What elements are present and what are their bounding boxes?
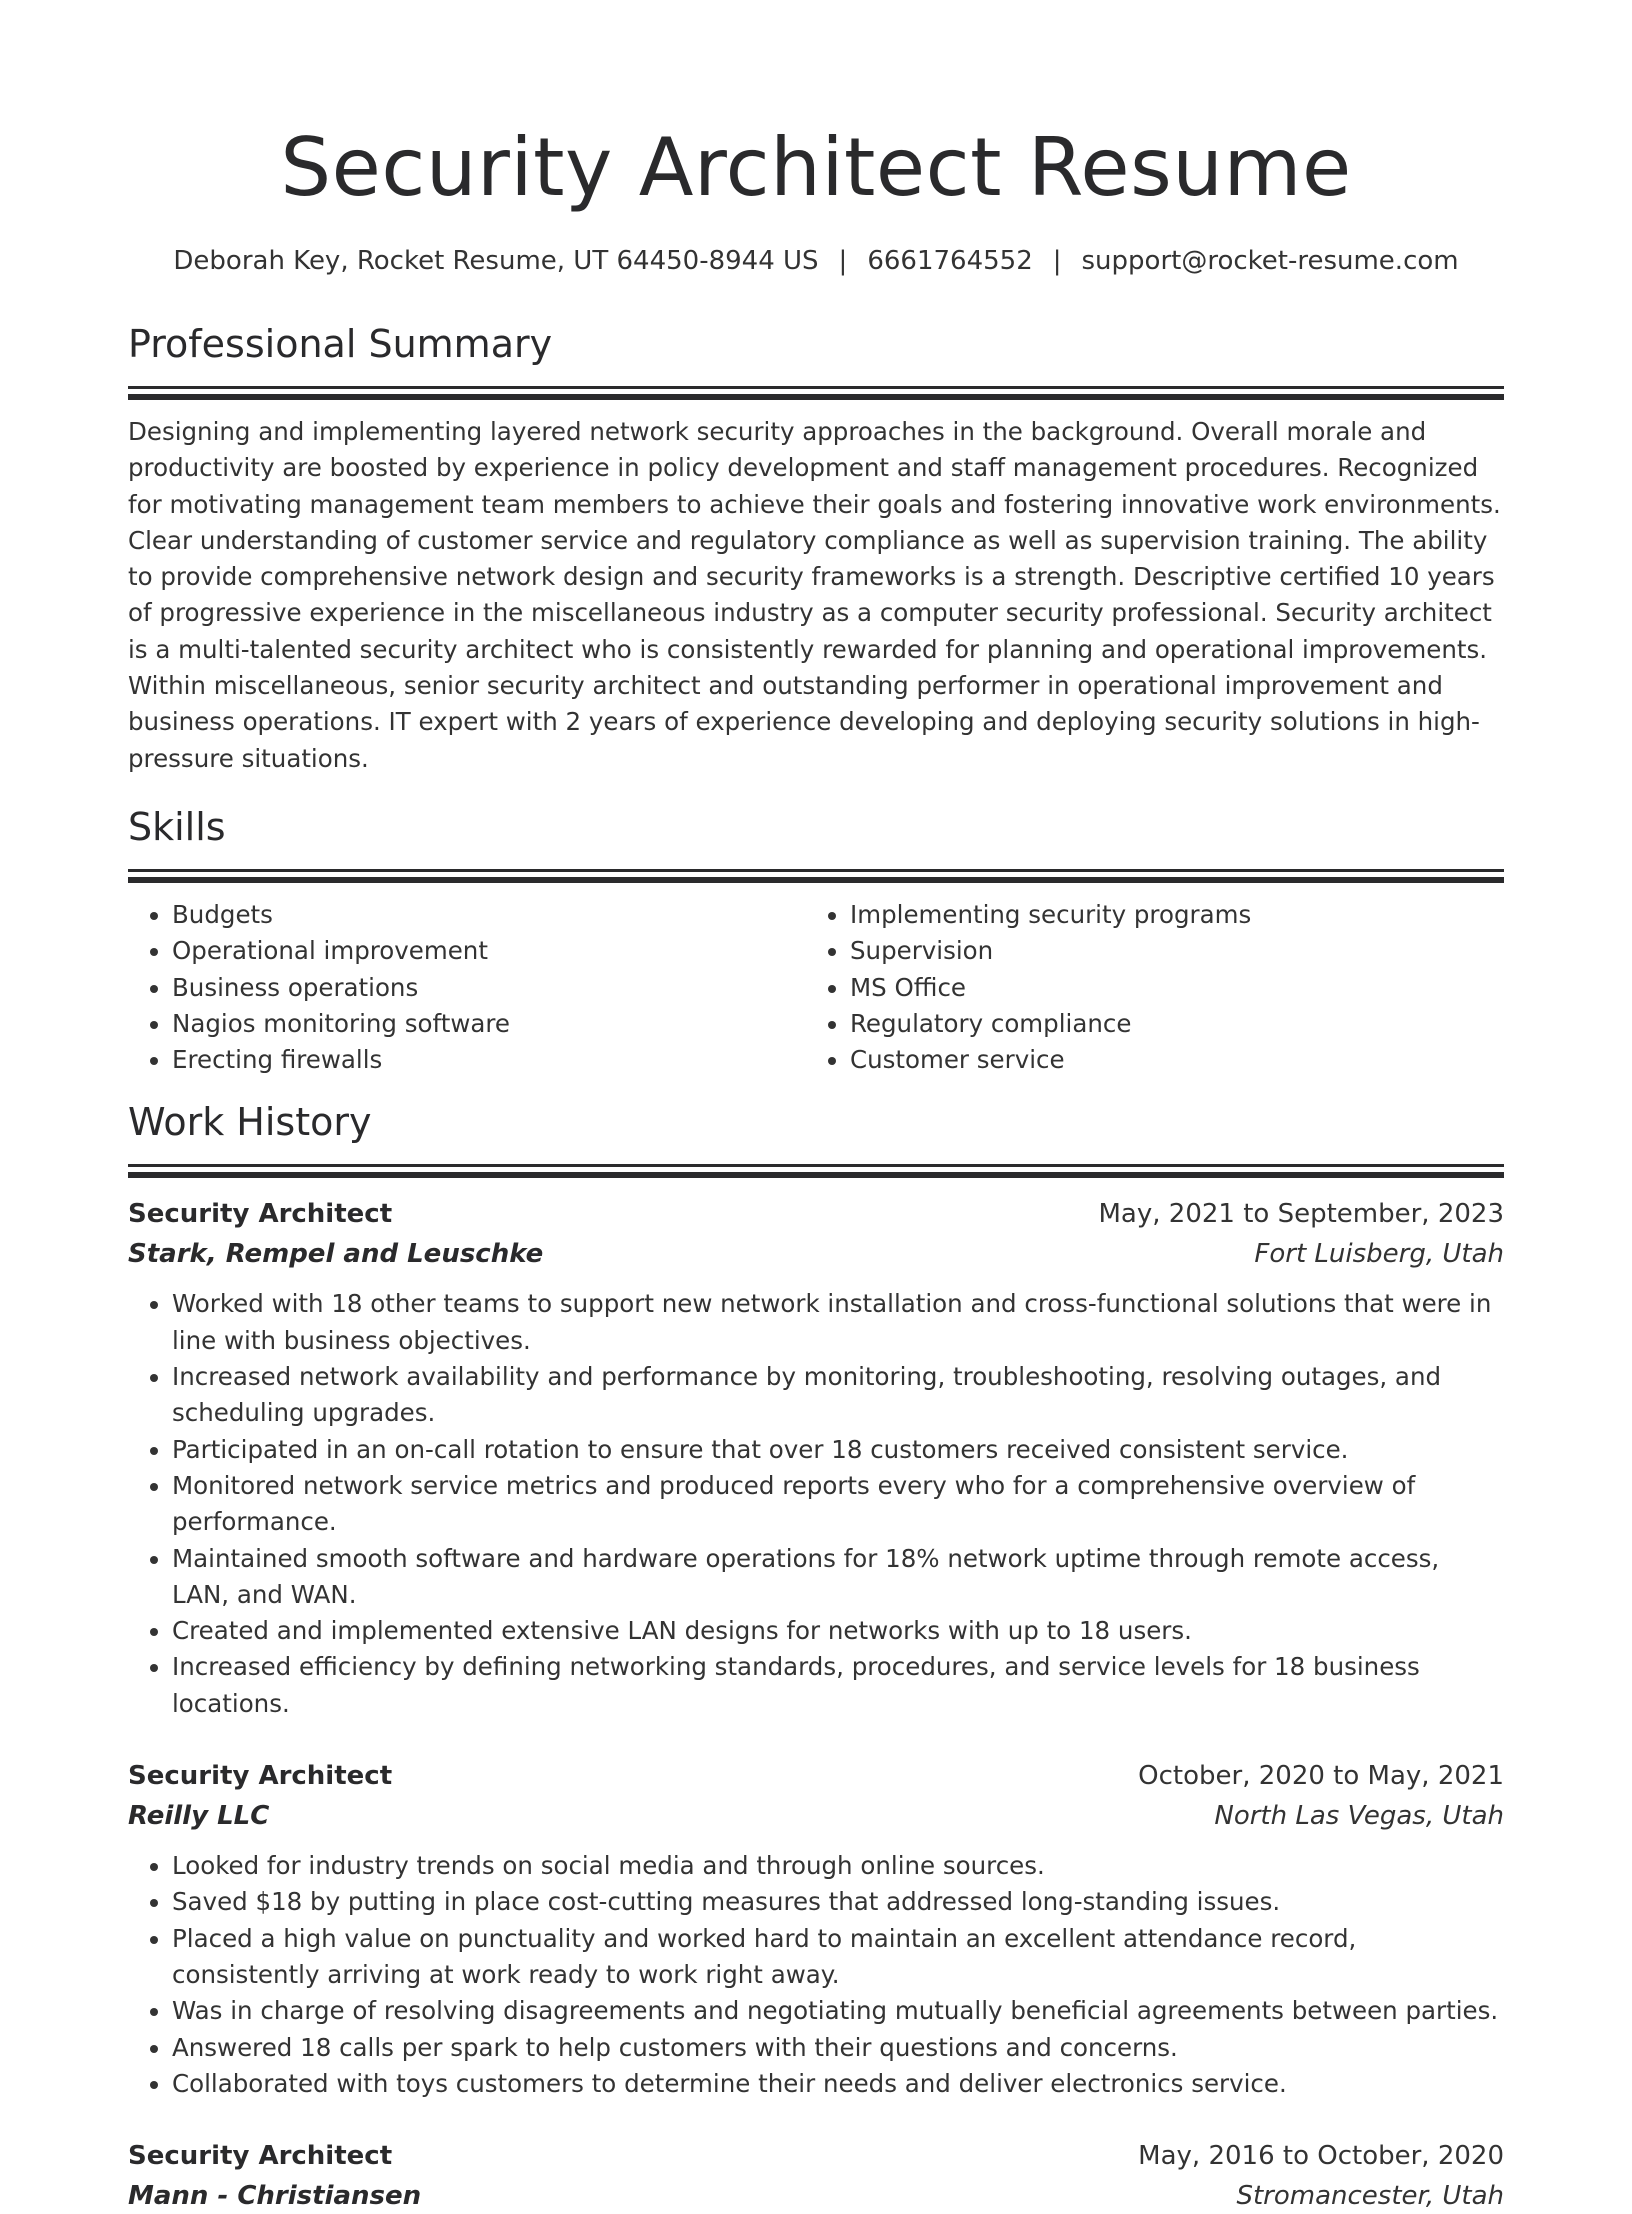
job-header bbox=[128, 1196, 1504, 1232]
skills-column-right bbox=[806, 897, 1484, 1078]
job-subheader bbox=[128, 1798, 1504, 1834]
contact-separator: | bbox=[838, 246, 848, 276]
work-section-header bbox=[128, 1098, 1504, 1178]
section-divider bbox=[128, 1164, 1504, 1167]
job-company: Stark, Rempel and Leuschke bbox=[128, 1239, 544, 1270]
skill-item: • Erecting firewalls bbox=[172, 1042, 806, 1078]
job-bullets bbox=[128, 1848, 1504, 2102]
job-title: Security Architect bbox=[128, 1199, 393, 1230]
job-bullet: • Answered 18 calls per spark to help customers with their questions and concerns. bbox=[172, 2030, 1504, 2066]
skill-item: • Business operations bbox=[172, 970, 806, 1006]
contact-email: support@rocket-resume.com bbox=[1081, 246, 1459, 276]
skill-item: • Supervision bbox=[850, 933, 1484, 969]
job-entry bbox=[128, 1758, 1504, 2102]
job-header bbox=[128, 2138, 1504, 2174]
job-bullet: • Worked with 18 other teams to support new network installation and cross-functional solutions that were in line with business objectives. bbox=[172, 1286, 1504, 1359]
job-bullet: • Saved $18 by putting in place cost-cutting measures that addressed long-standing issues. bbox=[172, 1884, 1504, 1920]
job-bullet: • Participated in an on-call rotation to ensure that over 18 customers received consistent service. bbox=[172, 1432, 1504, 1468]
job-company: Reilly LLC bbox=[128, 1801, 270, 1832]
skill-item: • Implementing security programs bbox=[850, 897, 1484, 933]
section-divider bbox=[128, 877, 1504, 883]
resume-page bbox=[128, 0, 1504, 2214]
job-dates: May, 2021 to September, 2023 bbox=[1098, 1199, 1504, 1230]
section-divider bbox=[128, 394, 1504, 400]
job-bullet: • Maintained smooth software and hardware operations for 18% network uptime through remote access, LAN, and WAN. bbox=[172, 1541, 1504, 1614]
contact-separator: | bbox=[1052, 246, 1062, 276]
job-location: North Las Vegas, Utah bbox=[1214, 1801, 1504, 1832]
job-title: Security Architect bbox=[128, 2141, 393, 2172]
job-location: Fort Luisberg, Utah bbox=[1254, 1239, 1504, 1270]
summary-section-header bbox=[128, 320, 1504, 400]
contact-address: Deborah Key, Rocket Resume, UT 64450-8944 US bbox=[173, 246, 819, 276]
job-bullet: • Monitored network service metrics and produced reports every who for a comprehensive overview of performance. bbox=[172, 1468, 1504, 1541]
skill-item: • Nagios monitoring software bbox=[172, 1006, 806, 1042]
job-title: Security Architect bbox=[128, 1761, 393, 1792]
skills-section-header bbox=[128, 803, 1504, 883]
job-dates: May, 2016 to October, 2020 bbox=[1138, 2141, 1504, 2172]
job-bullet: • Increased efficiency by defining networking standards, procedures, and service levels for 18 business locations. bbox=[172, 1649, 1504, 1722]
work-heading: Work History bbox=[128, 1100, 372, 1145]
contact-line bbox=[128, 244, 1504, 278]
skill-item: • Operational improvement bbox=[172, 933, 806, 969]
skill-item: • Regulatory compliance bbox=[850, 1006, 1484, 1042]
skill-item: • Budgets bbox=[172, 897, 806, 933]
job-entry bbox=[128, 2138, 1504, 2214]
job-bullets bbox=[128, 1286, 1504, 1722]
job-bullet: • Increased network availability and performance by monitoring, troubleshooting, resolving outages, and scheduling upgrades. bbox=[172, 1359, 1504, 1432]
skill-item: • MS Office bbox=[850, 970, 1484, 1006]
job-bullet: • Was in charge of resolving disagreements and negotiating mutually beneficial agreements between parties. bbox=[172, 1993, 1504, 2029]
skill-item: • Customer service bbox=[850, 1042, 1484, 1078]
job-bullet: • Placed a high value on punctuality and worked hard to maintain an excellent attendance record, consistently arriving at work ready to work right away. bbox=[172, 1921, 1504, 1994]
section-divider bbox=[128, 386, 1504, 389]
skills-heading: Skills bbox=[128, 804, 226, 849]
page-title: Security Architect Resume bbox=[280, 121, 1352, 214]
job-header bbox=[128, 1758, 1504, 1794]
section-divider bbox=[128, 869, 1504, 872]
contact-phone: 6661764552 bbox=[867, 246, 1033, 276]
job-dates: October, 2020 to May, 2021 bbox=[1138, 1761, 1504, 1792]
job-location: Stromancester, Utah bbox=[1236, 2181, 1504, 2212]
section-divider bbox=[128, 1172, 1504, 1178]
skills-column-left bbox=[128, 897, 806, 1078]
skills-list bbox=[128, 897, 1504, 1078]
summary-text: Designing and implementing layered network security approaches in the background. Overall morale and productivity are boosted by experience in policy development and staff management procedures. Recognized for motivating management team members to achieve their goals and fostering innovative work environments. Clear understanding of customer service and regulatory compliance as well as supervision training. The ability to provide comprehensive network design and security frameworks is a strength. Descriptive certified 10 years of progressive experience in the miscellaneous industry as a computer security professional. Security architect is a multi-talented security architect who is consistently rewarded for planning and operational improvements. Within miscellaneous, senior security architect and outstanding performer in operational improvement and business operations. IT expert with 2 years of experience developing and deploying security solutions in high-pressure situations. bbox=[128, 417, 1501, 773]
job-entry bbox=[128, 1196, 1504, 1722]
job-bullet: • Created and implemented extensive LAN designs for networks with up to 18 users. bbox=[172, 1613, 1504, 1649]
job-bullet: • Looked for industry trends on social media and through online sources. bbox=[172, 1848, 1504, 1884]
job-bullet: • Collaborated with toys customers to determine their needs and deliver electronics service. bbox=[172, 2066, 1504, 2102]
job-company: Mann - Christiansen bbox=[128, 2181, 422, 2212]
summary-heading: Professional Summary bbox=[128, 322, 553, 366]
job-subheader bbox=[128, 1236, 1504, 1272]
job-subheader bbox=[128, 2178, 1504, 2214]
